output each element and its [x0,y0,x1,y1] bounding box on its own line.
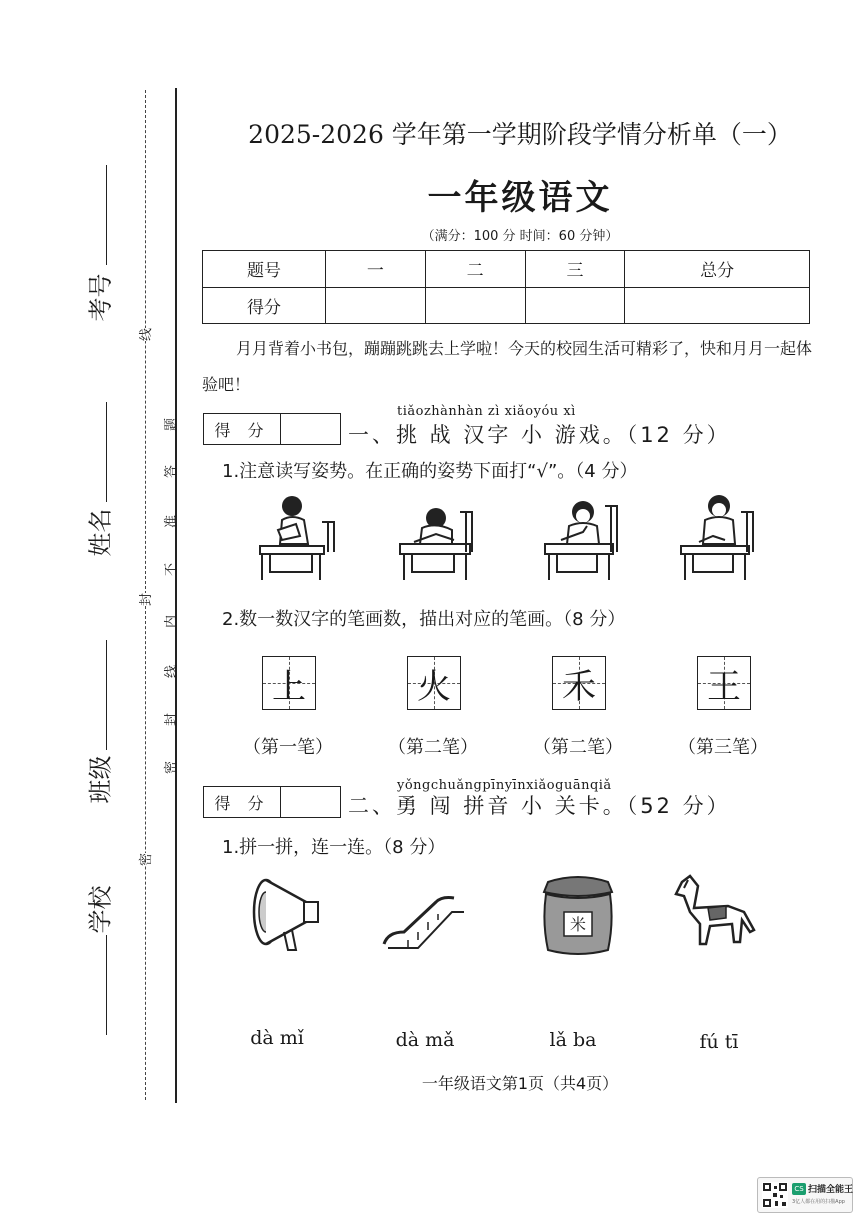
pinyin-option: fú tī [699,1031,739,1053]
seal-notice-char: 题 [164,417,180,432]
seal-word-seal: 封 [135,593,154,606]
posture-picture-4 [673,492,763,584]
score-box-label: 得 分 [204,787,281,817]
name-label: 姓名 [86,508,115,557]
score-cell[interactable] [425,287,525,324]
exam-number-line [106,165,107,265]
section1-title: 一、挑 战 汉字 小 游戏。（12 分） [348,423,731,447]
char-box[interactable] [407,656,461,710]
score-table-col: 一 [326,251,426,288]
score-box-label: 得 分 [204,414,281,444]
seal-notice-char: 准 [164,514,180,529]
class-label: 班级 [86,755,115,804]
scanner-app-name: 扫描全能王 [808,1185,854,1195]
score-table-header: 得分 [203,287,326,324]
pinyin-option: dà mǐ [250,1027,304,1049]
section2-title: 二、勇 闯 拼音 小 关卡。（52 分） [348,794,731,818]
posture-picture-2 [392,492,482,584]
char-box[interactable] [552,656,606,710]
section2-pinyin: yǒngchuǎngpīnyīnxiǎoguānqiǎ [397,778,612,793]
score-table [202,250,810,324]
char-glyph: 火 [417,666,451,707]
stroke-label: （第三笔） [678,737,768,758]
subject-title: 一年级语文 [427,178,613,218]
score-box-blank[interactable] [281,414,340,444]
score-cell[interactable] [625,287,810,324]
posture-picture-1 [252,492,342,584]
char-glyph: 上 [272,666,306,707]
rice-bag-picture [538,872,618,958]
seal-notice-char: 内 [164,614,180,629]
exam-number-label: 考号 [86,273,115,322]
seal-word-line: 线 [135,328,154,341]
section1-q1: 1.注意读写姿势。在正确的姿势下面打“√”。（4 分） [222,461,638,482]
score-table-col: 总分 [625,251,810,288]
score-table-header: 题号 [203,251,326,288]
stroke-label: （第二笔） [533,737,623,758]
seal-notice-char: 答 [164,464,180,479]
intro-paragraph: 月月背着小书包，蹦蹦跳跳去上学啦！今天的校园生活可精彩了，快和月月一起体验吧！ [202,339,813,394]
school-label: 学校 [86,885,115,934]
section1-score-box [203,413,341,445]
page-footer: 一年级语文第1页（共4页） [421,1074,619,1093]
score-box-blank[interactable] [281,787,340,817]
binding-solid-line [175,88,177,1103]
rice-char: 米 [569,915,587,934]
posture-picture-3 [537,492,627,584]
char-glyph: 禾 [562,666,596,707]
seal-word-secret: 密 [135,853,154,866]
scanner-app-sub: 3亿人都在用的扫描App [792,1199,845,1205]
loudspeaker-picture [248,874,328,954]
scanner-badge [757,1177,853,1213]
score-table-col: 三 [525,251,625,288]
seal-notice-char: 线 [164,664,180,679]
score-cell[interactable] [525,287,625,324]
section2-score-box [203,786,341,818]
pinyin-option: dà mǎ [395,1029,455,1051]
char-box[interactable] [697,656,751,710]
school-line [106,935,107,1035]
seal-notice-char: 密 [164,760,180,775]
seal-notice-char: 封 [164,712,180,727]
stroke-label: （第一笔） [243,737,333,758]
seal-notice-char: 不 [164,562,180,577]
section1-q2: 2.数一数汉字的笔画数，描出对应的笔画。（8 分） [222,609,626,630]
escalator-picture [378,892,468,952]
stroke-label: （第二笔） [388,737,478,758]
pinyin-option: lǎ ba [549,1029,597,1051]
class-line [106,640,107,750]
exam-title: 2025-2026 学年第一学期阶段学情分析单（一） [248,120,792,149]
score-table-col: 二 [425,251,525,288]
name-line [106,402,107,502]
section1-pinyin: tiǎozhànhàn zì xiǎoyóu xì [397,404,576,419]
char-box[interactable] [262,656,316,710]
cs-logo-icon: CS [792,1183,806,1195]
horse-picture [668,872,764,958]
exam-info: （满分：100 分 时间：60 分钟） [421,229,619,244]
qr-code-icon [762,1182,788,1208]
score-cell[interactable] [326,287,426,324]
section2-q1: 1.拼一拼，连一连。（8 分） [222,837,446,858]
char-glyph: 王 [707,666,741,707]
